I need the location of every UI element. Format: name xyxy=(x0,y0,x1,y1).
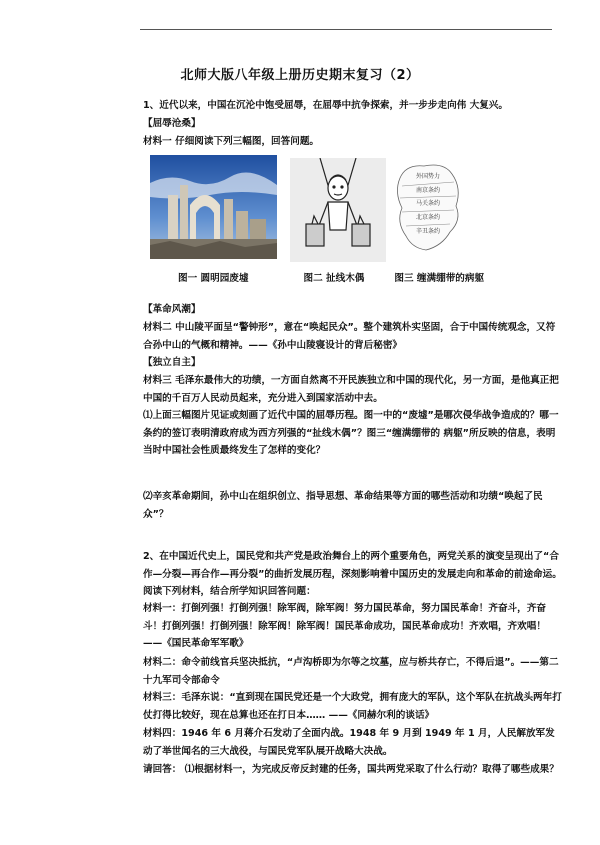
q1-material2: 材料二 中山陵平面呈“警钟形”，意在“唤起民众”。整个建筑朴实坚固，合于中国传统观念，又符合孙中山的气概和精神。——《孙中山陵寝设计的背后秘密》 xyxy=(143,322,556,351)
section-independence: 【独立自主】 xyxy=(143,357,201,368)
figure-puppet xyxy=(290,158,386,262)
fig3-label-4: 北京条约 xyxy=(415,214,441,221)
fig3-label-5: 辛丑条约 xyxy=(415,228,441,235)
figure-captions xyxy=(143,270,563,287)
section-revolution: 【革命风潮】 xyxy=(143,304,201,315)
q2-material3: 材料三：毛泽东说：“直到现在国民党还是一个大政党，拥有庞大的军队，这个军队在抗战头两年打仗打得比较好，现在总算也还在打日本…… ——《同赫尔利的谈话》 xyxy=(143,692,562,721)
q1-intro: 1、近代以来，中国在沉沦中饱受屈辱，在屈辱中抗争探索，并一步步走向伟 大复兴。 xyxy=(143,100,508,111)
fig3-label-1: 外国势力 xyxy=(415,173,441,180)
header-rule xyxy=(140,29,552,30)
q2-intro: 2、在中国近代史上，国民党和共产党是政治舞台上的两个重要角色，两党关系的演变呈现出了“合作—分裂—再合作—再分裂”的曲折发展历程，深刻影响着中国历史的发展走向和革命的前途命运。阅读下列材料，结合所学知识回答问题： xyxy=(143,551,562,598)
section-humiliation: 【屈辱沧桑】 xyxy=(143,118,201,129)
q2-material4: 材料四：1946 年 6 月蒋介石发动了全面内战。1948 年 9 月到 1949 年 1 月，人民解放军发动了举世闻名的三大战役，与国民党军队展开战略大决战。 xyxy=(143,728,555,757)
q1-question2: ⑵辛亥革命期间，孙中山在组织创立、指导思想、革命结果等方面的哪些活动和功绩“唤起了民众”？ xyxy=(143,491,543,520)
fig3-label-2: 南京条约 xyxy=(415,187,441,194)
fig3-label-3: 马关条约 xyxy=(415,200,441,207)
fig3-caption: 图三 缠满绷带的病躯 xyxy=(394,273,485,284)
figure-yuanmingyuan-ruins xyxy=(150,155,277,259)
fig2-caption: 图二 扯线木偶 xyxy=(303,273,365,284)
q1-material3: 材料三 毛泽东最伟大的功绩，一方面自然离不开民族独立和中国的现代化，另一方面，是他真正把中国的千百万人民动员起来，充分进入到国家活动中去。 xyxy=(143,375,559,404)
bandaged-body-image xyxy=(392,158,464,258)
q2-material2: 材料二：命令前线官兵坚决抵抗，“卢沟桥即为尔等之坟墓，应与桥共存亡，不得后退”。——第二十九军司令部命令 xyxy=(143,657,559,686)
ruins-image xyxy=(150,155,277,259)
puppet-image xyxy=(290,158,386,262)
q1-question1: ⑴上面三幅图片见证或刻画了近代中国的屈辱历程。图一中的“废墟”是哪次侵华战争造成的？哪一条约的签订表明清政府成为西方列强的“扯线木偶”？图三“缠满绷带的 病躯”所反映的信息，表明当时中国社会性质最终发生了怎样的变化？ xyxy=(143,410,559,457)
figure-bandaged-body xyxy=(392,158,464,258)
fig1-caption: 图一 圆明园废墟 xyxy=(178,273,249,284)
q1-material1: 材料一 仔细阅读下列三幅图，回答问题。 xyxy=(143,136,320,147)
q2-question1: 请回答： ⑴根据材料一，为完成反帝反封建的任务，国共两党采取了什么行动？取得了哪些成果？ xyxy=(143,764,559,775)
page-title: 北师大版八年级上册历史期末复习（2） xyxy=(180,68,420,83)
q2-material1: 材料一：打倒列强！打倒列强！除军阀，除军阀！努力国民革命，努力国民革命！齐奋斗，齐奋斗！打倒列强！打倒列强！除军阀！除军阀！国民革命成功，国民革命成功！齐欢唱，齐欢唱！ ——《国民革命军军歌》 xyxy=(143,603,546,650)
